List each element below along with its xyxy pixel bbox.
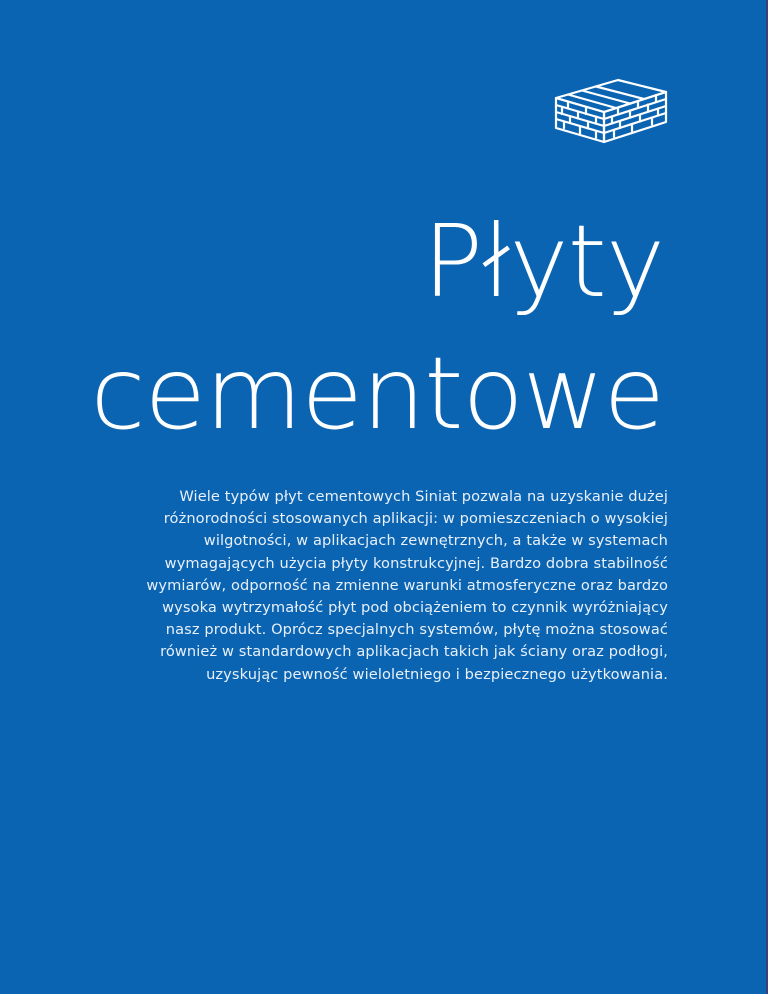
description-line: wysoka wytrzymałość płyt pod obciążeniem to czynnik wyróżniający — [162, 599, 668, 617]
description-line: wymagających użycia płyty konstrukcyjnej. Bardzo dobra stabilność — [164, 554, 668, 572]
description-line: wilgotności, w aplikacjach zewnętrznych, a także w systemach — [203, 532, 668, 550]
description-line: wymiarów, odporność na zmienne warunki atmosferyczne oraz bardzo — [146, 576, 668, 594]
description-line: nasz produkt. Oprócz specjalnych systemów, płytę można stosować — [165, 621, 668, 639]
title-line-1: Płyty — [422, 203, 664, 320]
description-line: uzyskując pewność wieloletniego i bezpiecznego użytkowania. — [206, 665, 668, 683]
description-line: również w standardowych aplikacjach takich jak ściany oraz podłogi, — [160, 643, 668, 661]
description-paragraph — [108, 486, 668, 686]
description-line: Wiele typów płyt cementowych Siniat pozwala na uzyskanie dużej — [179, 488, 668, 505]
title-line-2: cementowe — [90, 335, 664, 452]
page-title — [90, 196, 664, 460]
cement-board-stack-icon — [552, 76, 670, 146]
description-line: różnorodności stosowanych aplikacji: w pomieszczeniach o wysokiej — [163, 510, 668, 528]
